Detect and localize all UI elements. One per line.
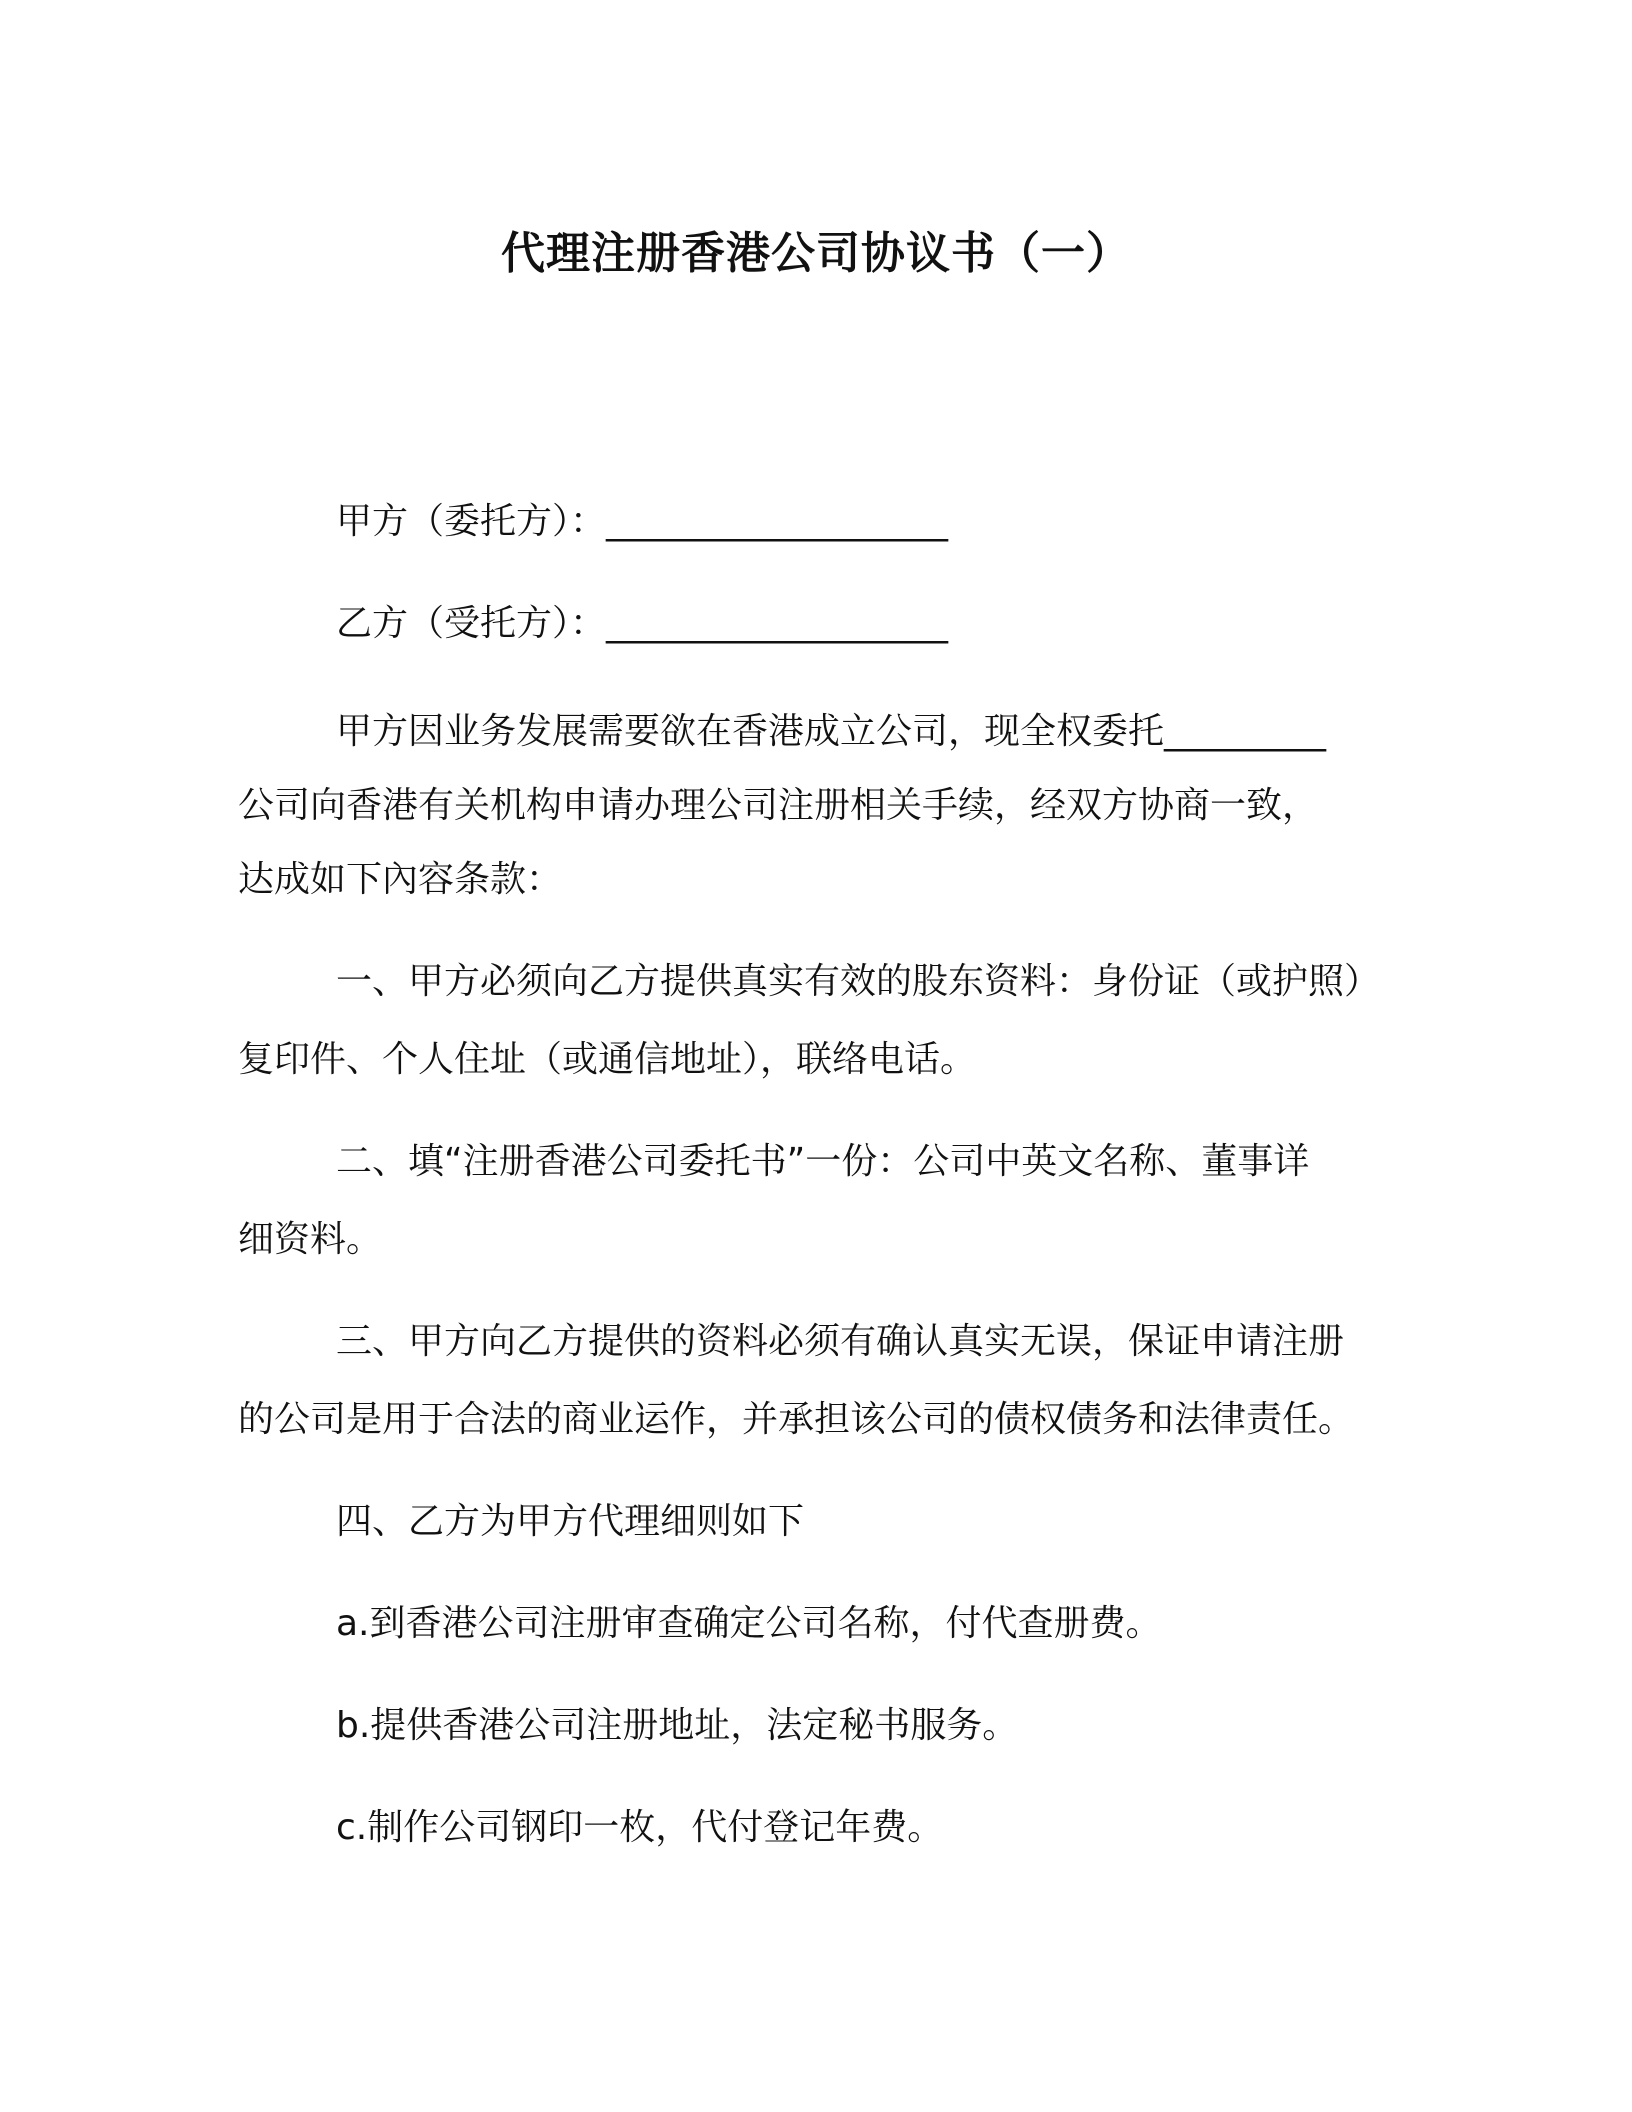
party-a-line: 甲方（委托方）：___________________ — [336, 501, 949, 542]
intro-line-3: 达成如下內容条款： — [238, 859, 563, 900]
clause-3-line-1: 三、甲方向乙方提供的资料必须有确认真实无误，保证申请注册 — [336, 1321, 1345, 1362]
party-b-line: 乙方（受托方）：___________________ — [336, 603, 949, 644]
document-title: 代理注册香港公司协议书（一） — [501, 228, 1131, 279]
clause-4-item-c: c.制作公司钢印一枚，代付登记年费。 — [336, 1807, 944, 1848]
clause-3-line-2: 的公司是用于合法的商业运作，并承担该公司的债权债务和法律责任。 — [238, 1399, 1355, 1440]
clause-1-line-2: 复印件、个人住址（或通信地址），联络电话。 — [238, 1039, 977, 1080]
clause-4-item-b: b.提供香港公司注册地址，法定秘书服务。 — [336, 1705, 1019, 1746]
intro-line-1: 甲方因业务发展需要欲在香港成立公司，现全权委托_________ — [336, 711, 1327, 752]
clause-2-line-2: 细资料。 — [238, 1219, 383, 1260]
clause-4-item-a: a.到香港公司注册审查确定公司名称，付代查册费。 — [336, 1603, 1162, 1644]
clause-1-line-1: 一、甲方必须向乙方提供真实有效的股东资料：身份证（或护照） — [336, 961, 1381, 1002]
clause-2-line-1: 二、填“注册香港公司委托书”一份：公司中英文名称、董事详 — [336, 1141, 1310, 1182]
clause-4-heading: 四、乙方为甲方代理细则如下 — [336, 1501, 805, 1542]
intro-line-2: 公司向香港有关机构申请办理公司注册相关手续，经双方协商一致， — [238, 785, 1319, 826]
